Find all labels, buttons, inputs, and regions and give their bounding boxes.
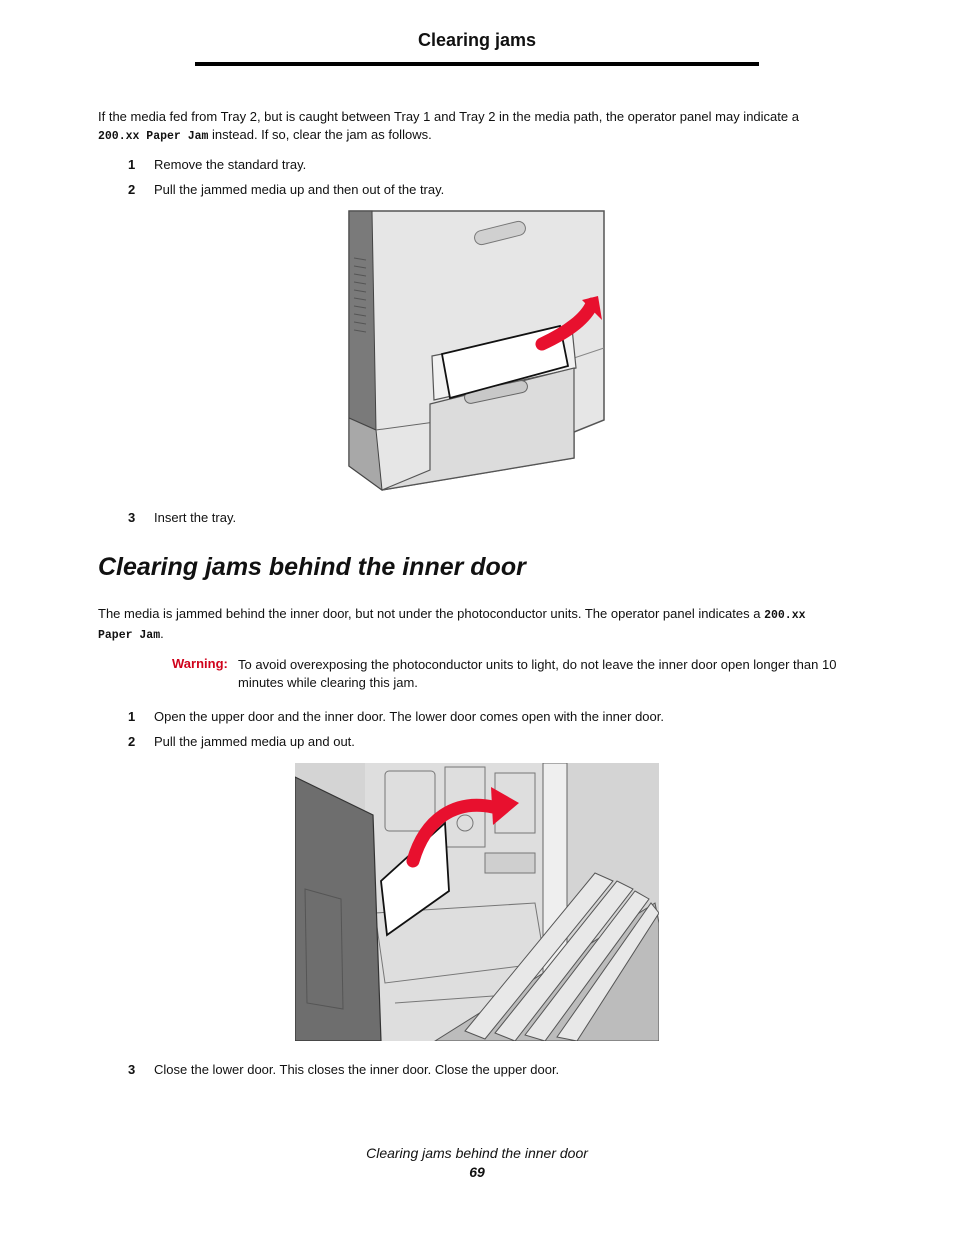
step-text: Pull the jammed media up and then out of the tray. [154,182,445,197]
step-text: Remove the standard tray. [154,157,307,172]
intro-text-before: If the media fed from Tray 2, but is caught between Tray 1 and Tray 2 in the media path, the operator panel may indicate a [98,109,799,124]
intro-code: 200.xx Paper Jam [98,130,209,143]
step-text: Open the upper door and the inner door. The lower door comes open with the inner door. [154,709,664,724]
step-text: Insert the tray. [154,510,237,525]
intro-text-after: instead. If so, clear the jam as follows. [208,127,432,142]
section-text-before: The media is jammed behind the inner door, but not under the photoconductor units. The operator panel indicates a [98,606,765,621]
page-number: 69 [469,1164,485,1180]
step-number: 2 [128,734,136,749]
warning-label: Warning: [172,656,228,671]
inner-door-jam-illustration [295,763,659,1041]
intro-paragraph [98,108,858,146]
footer-title: Clearing jams behind the inner door [366,1145,588,1161]
step-number: 2 [128,182,136,197]
section-heading: Clearing jams behind the inner door [98,553,526,581]
tray-jam-illustration [346,208,608,494]
section-code-2: Paper Jam [98,629,161,642]
step-number: 1 [128,157,136,172]
step-number: 3 [128,1062,136,1077]
step-text: Pull the jammed media up and out. [154,734,355,749]
page-header-title: Clearing jams [417,30,537,50]
step-number: 1 [128,709,136,724]
step-text: Close the lower door. This closes the inner door. Close the upper door. [154,1062,560,1077]
section-code-1: 200.xx [764,609,806,622]
warning-text: To avoid overexposing the photoconductor units to light, do not leave the inner door open longer than 10 minutes while clearing this jam. [238,657,837,690]
section-text-after: . [160,626,164,641]
step-number: 3 [128,510,136,525]
section-paragraph [98,605,858,645]
header-rule [195,62,759,66]
